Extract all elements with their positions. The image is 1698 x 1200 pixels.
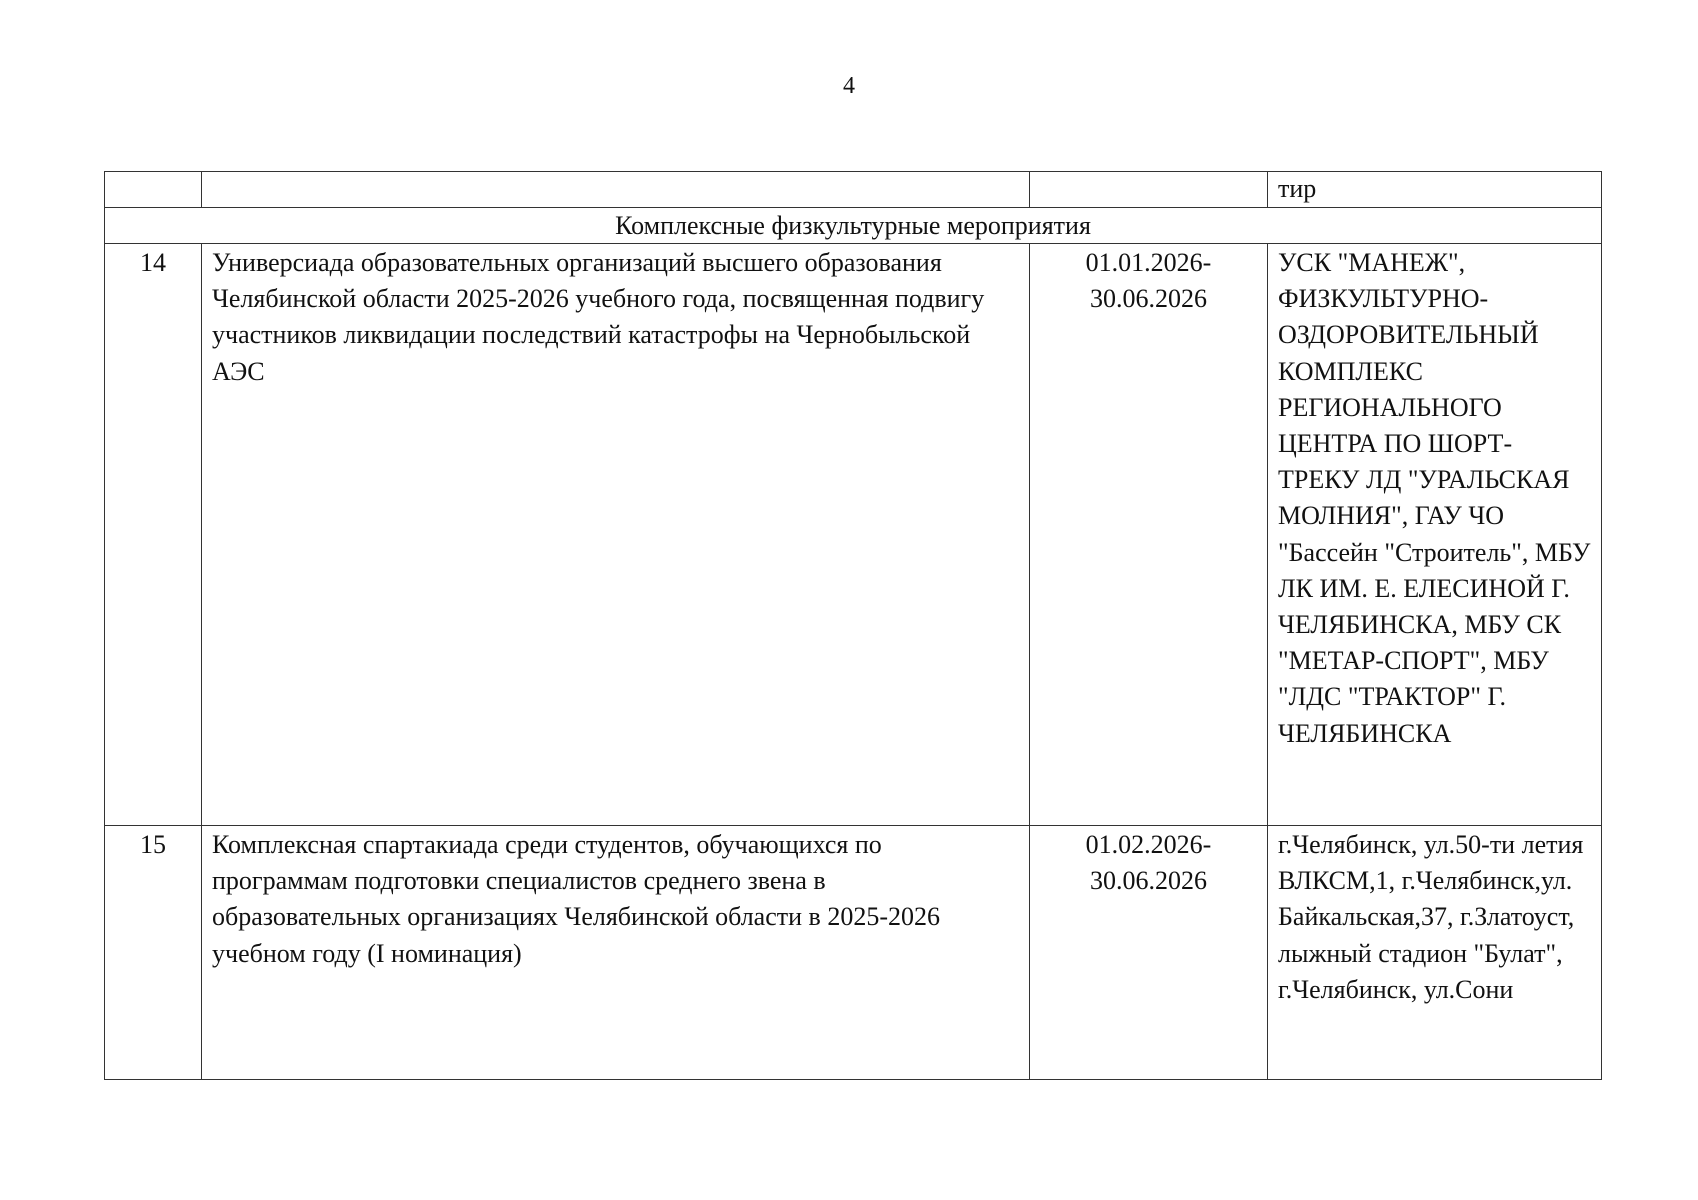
cell-event-name: [202, 244, 1030, 826]
table-row-continued: [105, 172, 1602, 208]
cell-event-name: [202, 172, 1030, 208]
section-title: Комплексные физкультурные мероприятия: [105, 208, 1602, 244]
page-number: 4: [843, 73, 855, 99]
event-place: г.Челябинск, ул.50-ти летия ВЛКСМ,1, г.Челябинск,ул. Байкальская,37, г.Златоуст, лыжный стадион "Булат", г.Челябинск, ул.Сони: [1278, 830, 1584, 1004]
place-text: тир: [1278, 174, 1317, 203]
event-name: Универсиада образовательных организаций высшего образования Челябинской области 2025-2026 учебного года, посвященная подвигу участников ликвидации последствий катастрофы на Чернобыльской АЭС: [212, 248, 985, 386]
cell-place: [1268, 826, 1602, 1080]
event-name: Комплексная спартакиада среди студентов, обучающихся по программам подготовки специалистов среднего звена в образовательных организациях Челябинской области в 2025-2026 учебном году (I номинация): [212, 830, 940, 968]
cell-date: [1030, 172, 1268, 208]
cell-date: [1030, 244, 1268, 826]
cell-place: [1268, 244, 1602, 826]
cell-number: [105, 244, 202, 826]
cell-number: [105, 826, 202, 1080]
event-date: 01.02.2026-30.06.2026: [1085, 830, 1212, 896]
row-number: 15: [140, 830, 166, 859]
event-place: УСК "МАНЕЖ", ФИЗКУЛЬТУРНО-ОЗДОРОВИТЕЛЬНЫЙ КОМПЛЕКС РЕГИОНАЛЬНОГО ЦЕНТРА ПО ШОРТ-ТРЕКУ ЛД "УРАЛЬСКАЯ МОЛНИЯ", ГАУ ЧО "Бассейн "Строитель", МБУ ЛК ИМ. Е. ЕЛЕСИНОЙ Г. ЧЕЛЯБИНСКА, МБУ СК "МЕТАР-СПОРТ", МБУ "ЛДС "ТРАКТОР" Г. ЧЕЛЯБИНСКА: [1278, 248, 1591, 748]
cell-event-name: [202, 826, 1030, 1080]
table-row: [105, 826, 1602, 1080]
table-row: [105, 244, 1602, 826]
cell-number: [105, 172, 202, 208]
cell-date: [1030, 826, 1268, 1080]
row-number: 14: [140, 248, 166, 277]
events-table: [104, 171, 1602, 1080]
section-header-row: [105, 208, 1602, 244]
event-date: 01.01.2026-30.06.2026: [1085, 248, 1212, 314]
cell-place: [1268, 172, 1602, 208]
